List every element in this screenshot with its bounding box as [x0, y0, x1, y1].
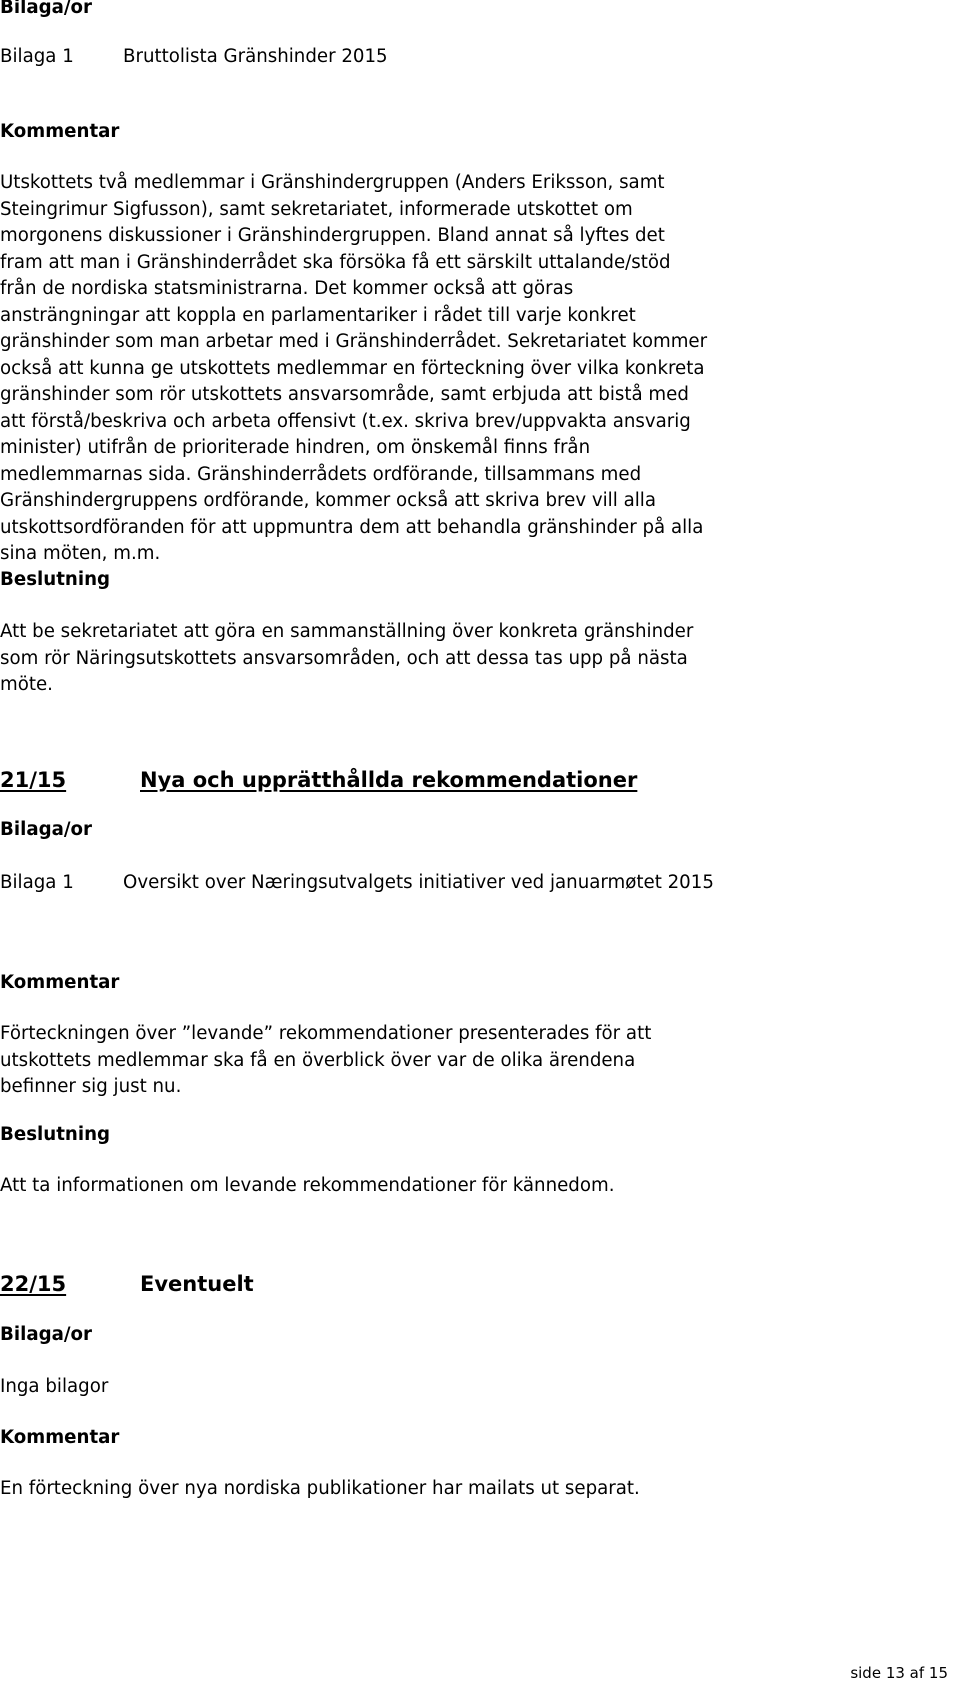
- bilaga-heading: Bilaga/or: [0, 819, 93, 840]
- paragraph-line: som rör Näringsutskottets ansvarsområden, och att dessa tas upp på nästa: [0, 647, 688, 669]
- paragraph-line: utskottsordföranden för att uppmuntra dem att behandla gränshinder på alla: [0, 516, 704, 538]
- paragraph-line: Steingrimur Sigfusson), samt sekretariatet, informerade utskottet om: [0, 198, 633, 220]
- paragraph-line: minister) utifrån de prioriterade hindren, om önskemål finns från: [0, 437, 591, 458]
- paragraph-line: sina möten, m.m.: [0, 543, 161, 564]
- paragraph-line: gränshinder som man arbetar med i Gränshinderrådet. Sekretariatet kommer: [0, 331, 708, 352]
- paragraph-line: möte.: [0, 674, 53, 695]
- paragraph-line: morgonens diskussioner i Gränshindergruppen. Bland annat så lyftes det: [0, 225, 665, 246]
- beslutning-heading: Beslutning: [0, 569, 111, 590]
- paragraph-line: från de nordiska statsministrarna. Det kommer också att göras: [0, 278, 574, 299]
- paragraph-line: ansträngningar att koppla en parlamentariker i rådet till varje konkret: [0, 304, 636, 326]
- paragraph-line: att förstå/beskriva och arbeta offensivt (t.ex. skriva brev/uppvakta ansvarig: [0, 410, 691, 432]
- attachment-title: Bruttolista Gränshinder 2015: [123, 46, 388, 67]
- attachment-text: Inga bilagor: [0, 1376, 109, 1397]
- kommentar-heading: Kommentar: [0, 972, 120, 993]
- agenda-item-22-heading: [0, 1270, 800, 1300]
- bilaga-heading: Bilaga/or: [0, 1324, 93, 1345]
- beslutning-text: Att ta informationen om levande rekommendationer för kännedom.: [0, 1175, 615, 1196]
- attachment-label: Bilaga 1: [0, 46, 74, 67]
- agenda-item-number: 21/15: [0, 768, 67, 792]
- paragraph-line: befinner sig just nu.: [0, 1076, 182, 1097]
- paragraph-line: Utskottets två medlemmar i Gränshindergruppen (Anders Eriksson, samt: [0, 172, 665, 193]
- beslutning-heading: Beslutning: [0, 1124, 111, 1145]
- kommentar-paragraph: [0, 1021, 800, 1101]
- page-number: side 13 af 15: [850, 1664, 948, 1682]
- kommentar-text: En förteckning över nya nordiska publikationer har mailats ut separat.: [0, 1478, 640, 1499]
- paragraph-line: medlemmarnas sida. Gränshinderrådets ordförande, tillsammans med: [0, 463, 642, 485]
- kommentar-heading: Kommentar: [0, 121, 120, 142]
- agenda-item-21-heading: [0, 766, 800, 796]
- paragraph-line: Förteckningen över ”levande” rekommendationer presenterades för att: [0, 1023, 652, 1044]
- paragraph-line: gränshinder som rör utskottets ansvarsområde, samt erbjuda att bistå med: [0, 384, 689, 405]
- agenda-item-number: 22/15: [0, 1272, 67, 1296]
- bilaga-heading: Bilaga/or: [0, 0, 93, 18]
- paragraph-line: utskottets medlemmar ska få en överblick över var de olika ärendena: [0, 1049, 636, 1071]
- agenda-item-title: Nya och upprätthållda rekommendationer: [140, 768, 638, 792]
- attachment-label: Bilaga 1: [0, 872, 74, 893]
- attachment-row: [0, 870, 800, 924]
- paragraph-line: fram att man i Gränshinderrådet ska försöka få ett särskilt uttalande/stöd: [0, 251, 671, 273]
- beslutning-paragraph: [0, 619, 800, 699]
- kommentar-paragraph: [0, 170, 800, 568]
- paragraph-line: Gränshindergruppens ordförande, kommer också att skriva brev vill alla: [0, 490, 656, 511]
- paragraph-line: också att kunna ge utskottets medlemmar en förteckning över vilka konkreta: [0, 357, 705, 379]
- agenda-item-title: Eventuelt: [140, 1272, 254, 1296]
- attachment-title: Oversikt over Næringsutvalgets initiativer ved januarmøtet 2015: [123, 872, 714, 893]
- paragraph-line: Att be sekretariatet att göra en sammanställning över konkreta gränshinder: [0, 621, 694, 642]
- attachment-row: [0, 44, 800, 71]
- kommentar-heading: Kommentar: [0, 1427, 120, 1448]
